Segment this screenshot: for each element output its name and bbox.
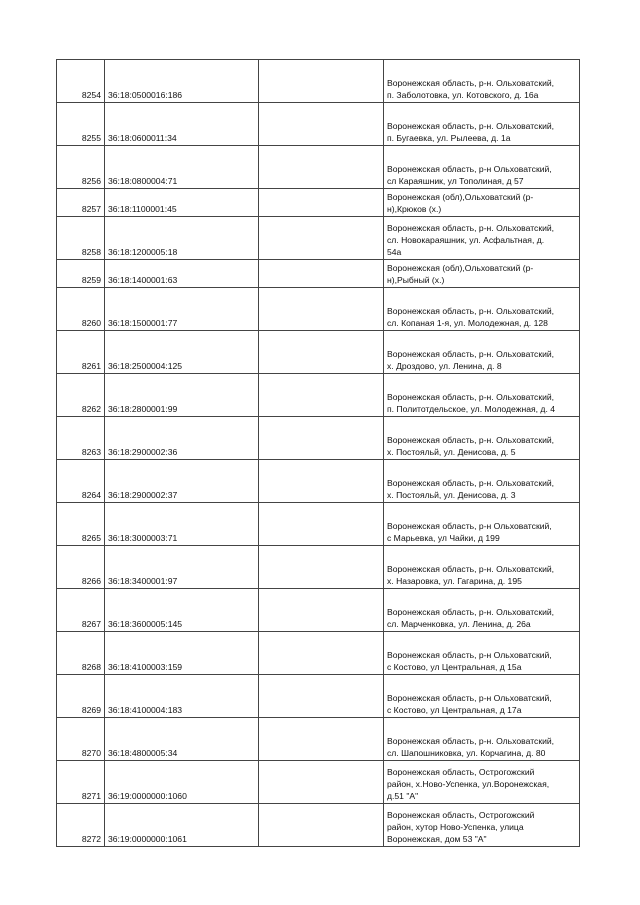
row-number: 8257: [57, 189, 105, 217]
empty-cell: [259, 804, 384, 847]
row-number: 8263: [57, 417, 105, 460]
empty-cell: [259, 503, 384, 546]
empty-cell: [259, 589, 384, 632]
cadastral-number: 36:18:4100003:159: [105, 632, 259, 675]
empty-cell: [259, 189, 384, 217]
cadastral-number: 36:18:0800004:71: [105, 146, 259, 189]
address-cell: Воронежская область, р-н Ольховатский, с Костово, ул Центральная, д 17а: [384, 675, 580, 718]
cadastral-number: 36:18:0600011:34: [105, 103, 259, 146]
address-cell: Воронежская область, р-н. Ольховатский, сл. Копаная 1-я, ул. Молодежная, д. 128: [384, 288, 580, 331]
table-row: [57, 761, 580, 804]
table-row: [57, 460, 580, 503]
row-number: 8261: [57, 331, 105, 374]
address-cell: Воронежская область, р-н Ольховатский, с Костово, ул Центральная, д 15а: [384, 632, 580, 675]
table-row: [57, 503, 580, 546]
table-row: [57, 260, 580, 288]
address-cell: Воронежская область, р-н Ольховатский, с Марьевка, ул Чайки, д 199: [384, 503, 580, 546]
table-row: [57, 675, 580, 718]
table-row: [57, 103, 580, 146]
empty-cell: [259, 632, 384, 675]
address-cell: Воронежская область, р-н. Ольховатский, х. Назаровка, ул. Гагарина, д. 195: [384, 546, 580, 589]
empty-cell: [259, 546, 384, 589]
cadastral-number: 36:18:0500016:186: [105, 60, 259, 103]
row-number: 8258: [57, 217, 105, 260]
row-number: 8271: [57, 761, 105, 804]
address-cell: Воронежская область, р-н Ольховатский, сл Караяшник, ул Тополиная, д 57: [384, 146, 580, 189]
row-number: 8269: [57, 675, 105, 718]
row-number: 8260: [57, 288, 105, 331]
address-cell: Воронежская область, р-н. Ольховатский, сл. Шапошниковка, ул. Корчагина, д. 80: [384, 718, 580, 761]
cadastral-number: 36:18:3400001:97: [105, 546, 259, 589]
table-row: [57, 217, 580, 260]
row-number: 8255: [57, 103, 105, 146]
registry-table: [56, 59, 580, 847]
row-number: 8254: [57, 60, 105, 103]
empty-cell: [259, 761, 384, 804]
row-number: 8268: [57, 632, 105, 675]
table-row: [57, 589, 580, 632]
row-number: 8256: [57, 146, 105, 189]
row-number: 8259: [57, 260, 105, 288]
cadastral-number: 36:19:0000000:1060: [105, 761, 259, 804]
empty-cell: [259, 146, 384, 189]
row-number: 8264: [57, 460, 105, 503]
empty-cell: [259, 675, 384, 718]
registry-rows: [57, 60, 580, 847]
empty-cell: [259, 374, 384, 417]
cadastral-number: 36:18:4100004:183: [105, 675, 259, 718]
table-row: [57, 288, 580, 331]
address-cell: Воронежская область, р-н. Ольховатский, п. Бугаевка, ул. Рылеева, д. 1а: [384, 103, 580, 146]
table-row: [57, 804, 580, 847]
table-row: [57, 189, 580, 217]
table-row: [57, 146, 580, 189]
empty-cell: [259, 217, 384, 260]
cadastral-number: 36:18:3000003:71: [105, 503, 259, 546]
empty-cell: [259, 260, 384, 288]
cadastral-number: 36:18:4800005:34: [105, 718, 259, 761]
address-cell: Воронежская область, р-н. Ольховатский, х. Дроздово, ул. Ленина, д. 8: [384, 331, 580, 374]
cadastral-number: 36:18:1100001:45: [105, 189, 259, 217]
cadastral-number: 36:18:2800001:99: [105, 374, 259, 417]
address-cell: Воронежская область, р-н. Ольховатский, х. Постояльй, ул. Денисова, д. 3: [384, 460, 580, 503]
table-row: [57, 718, 580, 761]
address-cell: Воронежская область, р-н. Ольховатский, сл. Марченковка, ул. Ленина, д. 26а: [384, 589, 580, 632]
address-cell: Воронежская область, Острогожский район, хутор Ново-Успенка, улица Воронежская, дом 53 "А": [384, 804, 580, 847]
table-row: [57, 374, 580, 417]
cadastral-number: 36:18:2900002:37: [105, 460, 259, 503]
table-row: [57, 60, 580, 103]
empty-cell: [259, 331, 384, 374]
row-number: 8265: [57, 503, 105, 546]
address-cell: Воронежская область, Острогожский район, х.Ново-Успенка, ул.Воронежская, д.51 "А": [384, 761, 580, 804]
empty-cell: [259, 103, 384, 146]
empty-cell: [259, 417, 384, 460]
cadastral-number: 36:18:1200005:18: [105, 217, 259, 260]
cadastral-number: 36:18:3600005:145: [105, 589, 259, 632]
table-row: [57, 417, 580, 460]
row-number: 8262: [57, 374, 105, 417]
address-cell: Воронежская область, р-н. Ольховатский, сл. Новокараяшник, ул. Асфальтная, д. 54а: [384, 217, 580, 260]
empty-cell: [259, 288, 384, 331]
cadastral-number: 36:18:2900002:36: [105, 417, 259, 460]
cadastral-number: 36:18:1500001:77: [105, 288, 259, 331]
table-row: [57, 632, 580, 675]
empty-cell: [259, 60, 384, 103]
empty-cell: [259, 718, 384, 761]
address-cell: Воронежская (обл),Ольховатский (р- н),Рыбный (х.): [384, 260, 580, 288]
cadastral-number: 36:18:1400001:63: [105, 260, 259, 288]
empty-cell: [259, 460, 384, 503]
row-number: 8267: [57, 589, 105, 632]
row-number: 8272: [57, 804, 105, 847]
cadastral-number: 36:19:0000000:1061: [105, 804, 259, 847]
row-number: 8270: [57, 718, 105, 761]
address-cell: Воронежская (обл),Ольховатский (р- н),Крюков (х.): [384, 189, 580, 217]
cadastral-number: 36:18:2500004:125: [105, 331, 259, 374]
table-row: [57, 331, 580, 374]
address-cell: Воронежская область, р-н. Ольховатский, п. Политотдельское, ул. Молодежная, д. 4: [384, 374, 580, 417]
row-number: 8266: [57, 546, 105, 589]
address-cell: Воронежская область, р-н. Ольховатский, п. Заболотовка, ул. Котовского, д. 16а: [384, 60, 580, 103]
address-cell: Воронежская область, р-н. Ольховатский, х. Постояльй, ул. Денисова, д. 5: [384, 417, 580, 460]
table-row: [57, 546, 580, 589]
